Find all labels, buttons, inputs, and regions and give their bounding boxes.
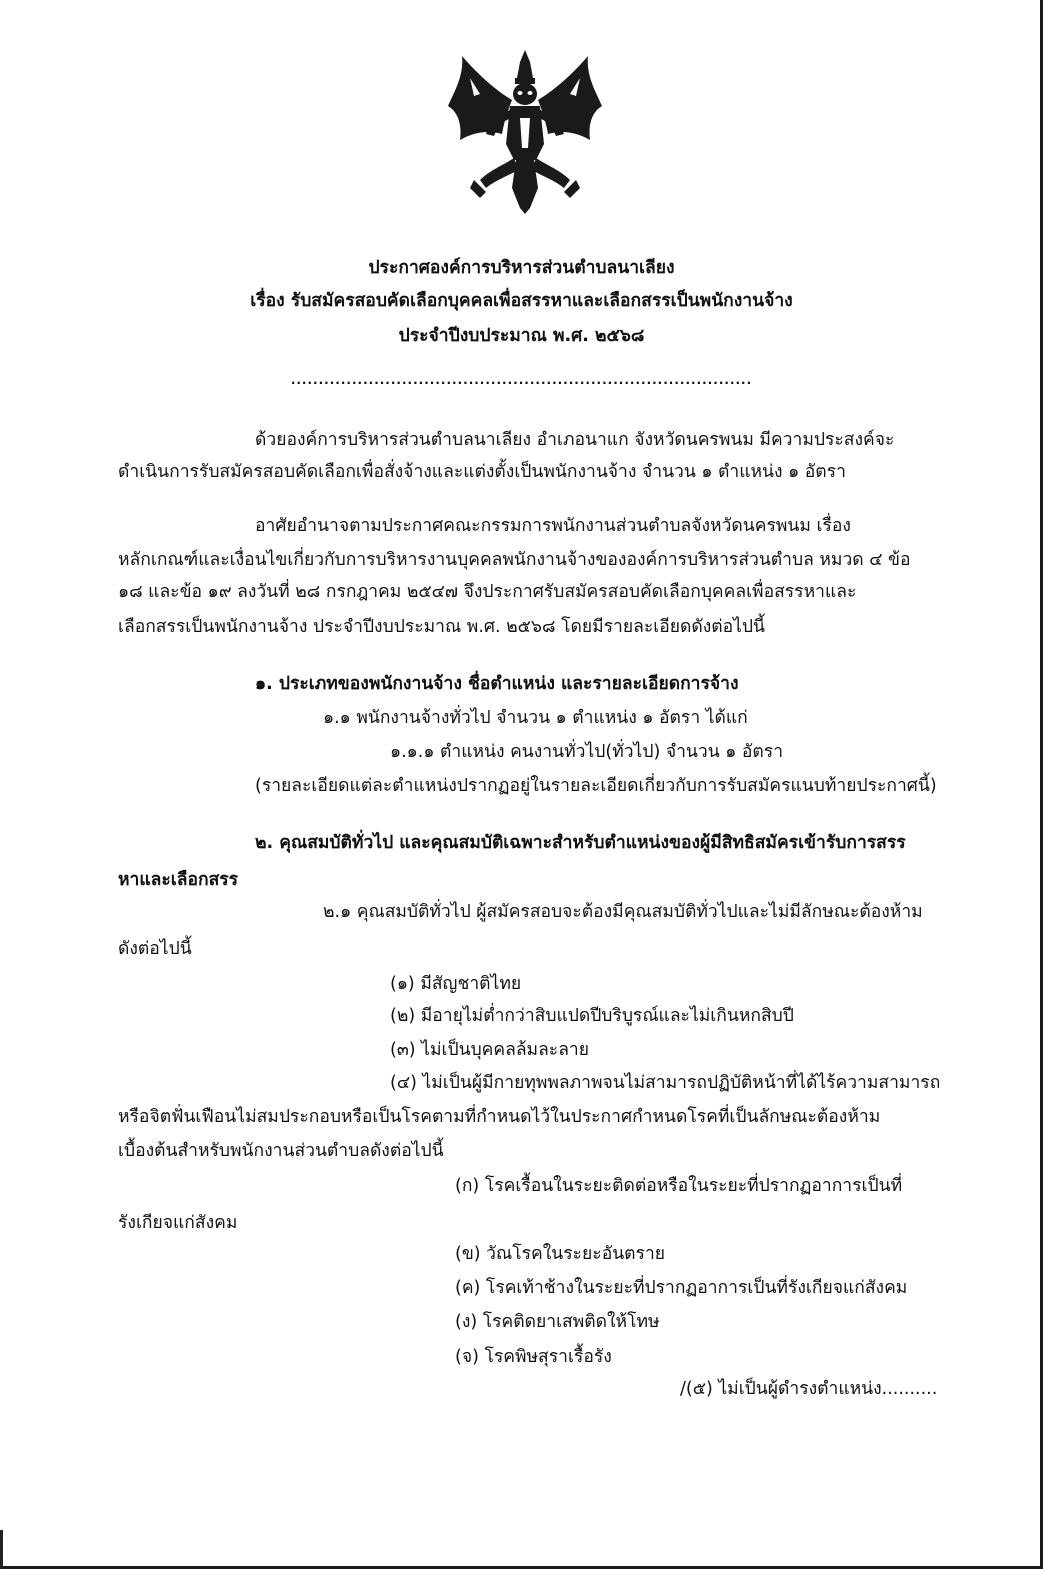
disease-a-line-2: รังเกียจแก่สังคม <box>118 1213 238 1233</box>
disease-c: (ค) โรคเท้าช้างในระยะที่ปรากฏอาการเป็นที่รังเกียจแก่สังคม <box>455 1278 908 1298</box>
authority-line-3: ๑๘ และข้อ ๑๙ ลงวันที่ ๒๘ กรกฎาคม ๒๕๔๗ จึงประกาศรับสมัครสอบคัดเลือกบุคคลเพื่อสรรหาและ <box>118 582 857 602</box>
authority-line-2: หลักเกณฑ์และเงื่อนไขเกี่ยวกับการบริหารงานบุคคลพนักงานจ้างขององค์การบริหารส่วนตำบล หมวด ๔ ข้อ <box>118 550 911 570</box>
left-edge-bar <box>0 1530 3 1569</box>
qualification-3: (๓) ไม่เป็นบุคคลล้มละลาย <box>390 1040 590 1060</box>
continuation-note: /(๕) ไม่เป็นผู้ดำรงตำแหน่ง.......... <box>680 1379 938 1399</box>
section-2-item-2-1-line-1: ๒.๑ คุณสมบัติทั่วไป ผู้สมัครสอบจะต้องมีคุณสมบัติทั่วไปและไม่มีลักษณะต้องห้าม <box>323 902 923 922</box>
section-2-heading-line-2: หาและเลือกสรร <box>118 870 239 890</box>
announcement-fiscal-year: ประจำปีงบประมาณ พ.ศ. ๒๕๖๘ <box>398 326 645 346</box>
disease-e: (จ) โรคพิษสุราเรื้อรัง <box>455 1347 612 1367</box>
section-2-heading-line-1: ๒. คุณสมบัติทั่วไป และคุณสมบัติเฉพาะสำหรับตำแหน่งของผู้มีสิทธิสมัครเข้ารับการสรร <box>255 833 906 853</box>
intro-line-1: ด้วยองค์การบริหารส่วนตำบลนาเลียง อำเภอนาแก จังหวัดนครพนม มีความประสงค์จะ <box>255 430 895 450</box>
header-separator: ................................................................................... <box>290 373 753 387</box>
intro-line-2: ดำเนินการรับสมัครสอบคัดเลือกเพื่อสั่งจ้างและแต่งตั้งเป็นพนักงานจ้าง จำนวน ๑ ตำแหน่ง ๑ อัตรา <box>118 462 846 482</box>
section-2-item-2-1-line-2: ดังต่อไปนี้ <box>118 939 192 959</box>
section-1-item-1-1-1: ๑.๑.๑ ตำแหน่ง คนงานทั่วไป(ทั่วไป) จำนวน ๑ อัตรา <box>390 742 784 762</box>
section-1-heading: ๑. ประเภทของพนักงานจ้าง ชื่อตำแหน่ง และรายละเอียดการจ้าง <box>255 674 739 694</box>
authority-line-4: เลือกสรรเป็นพนักงานจ้าง ประจำปีงบประมาณ พ.ศ. ๒๕๖๘ โดยมีรายละเอียดดังต่อไปนี้ <box>118 617 765 637</box>
authority-line-1: อาศัยอำนาจตามประกาศคณะกรรมการพนักงานส่วนตำบลจังหวัดนครพนม เรื่อง <box>255 516 851 536</box>
qualification-4-line-2: หรือจิตฟั่นเฟือนไม่สมประกอบหรือเป็นโรคตามที่กำหนดไว้ในประกาศกำหนดโรคที่เป็นลักษณะต้องห้าม <box>118 1107 881 1127</box>
announcement-subject: เรื่อง รับสมัครสอบคัดเลือกบุคคลเพื่อสรรหาและเลือกสรรเป็นพนักงานจ้าง <box>250 291 793 311</box>
disease-a-line-1: (ก) โรคเรื้อนในระยะติดต่อหรือในระยะที่ปรากฏอาการเป็นที่ <box>455 1176 903 1196</box>
disease-b: (ข) วัณโรคในระยะอันตราย <box>455 1244 666 1264</box>
qualification-4-line-3: เบื้องต้นสำหรับพนักงานส่วนตำบลดังต่อไปนี้ <box>118 1141 444 1161</box>
section-1-item-1-1: ๑.๑ พนักงานจ้างทั่วไป จำนวน ๑ ตำแหน่ง ๑ อัตรา ได้แก่ <box>323 708 748 728</box>
qualification-4-line-1: (๔) ไม่เป็นผู้มีกายทุพพลภาพจนไม่สามารถปฏิบัติหน้าที่ได้ไร้ความสามารถ <box>390 1073 941 1093</box>
qualification-2: (๒) มีอายุไม่ต่ำกว่าสิบแปดปีบริบูรณ์และไม่เกินหกสิบปี <box>390 1006 794 1026</box>
disease-d: (ง) โรคติดยาเสพติดให้โทษ <box>455 1312 660 1332</box>
qualification-1: (๑) มีสัญชาติไทย <box>390 974 522 994</box>
garuda-emblem <box>440 48 610 216</box>
section-1-note: (รายละเอียดแต่ละตำแหน่งปรากฏอยู่ในรายละเอียดเกี่ยวกับการรับสมัครแนบท้ายประกาศนี้) <box>255 776 937 796</box>
announcement-title: ประกาศองค์การบริหารส่วนตำบลนาเลียง <box>368 258 675 278</box>
